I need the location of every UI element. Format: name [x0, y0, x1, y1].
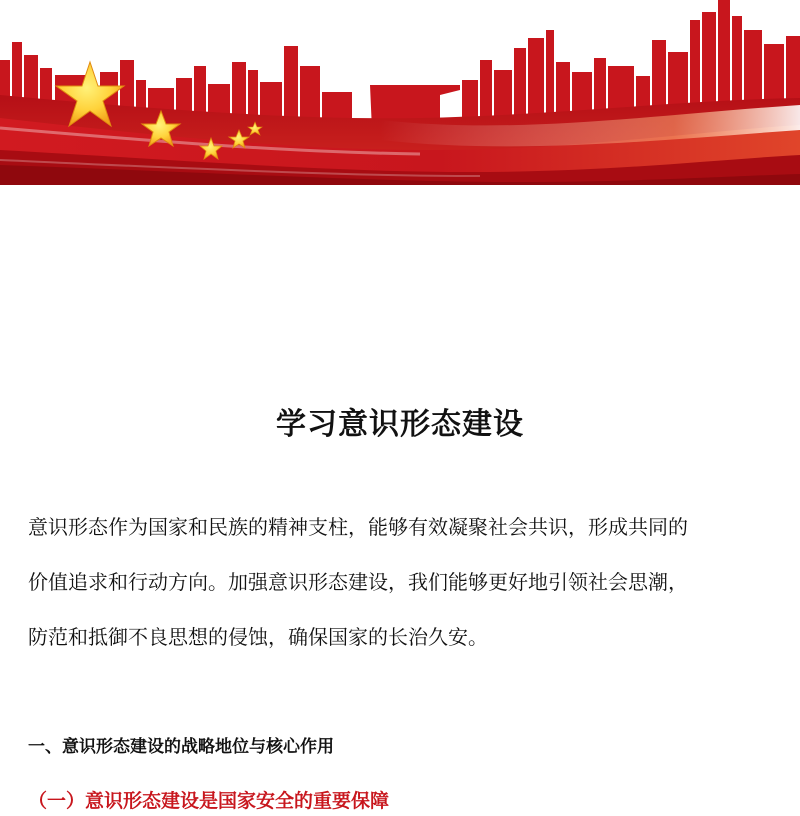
- intro-line: 价值追求和行动方向。加强意识形态建设，我们能够更好地引领社会思潮，: [28, 570, 688, 594]
- subsection-heading: （一）意识形态建设是国家安全的重要保障: [28, 790, 390, 812]
- intro-line: 防范和抵御不良思想的侵蚀，确保国家的长治久安。: [28, 625, 488, 649]
- intro-line: 意识形态作为国家和民族的精神支柱，能够有效凝聚社会共识，形成共同的: [28, 515, 688, 539]
- section-heading: 一、意识形态建设的战略地位与核心作用: [28, 737, 334, 757]
- header-banner: [0, 0, 800, 185]
- intro-paragraph: [28, 500, 788, 665]
- skyline-ribbon-illustration: [0, 0, 800, 185]
- document-title: 学习意识形态建设: [276, 407, 524, 442]
